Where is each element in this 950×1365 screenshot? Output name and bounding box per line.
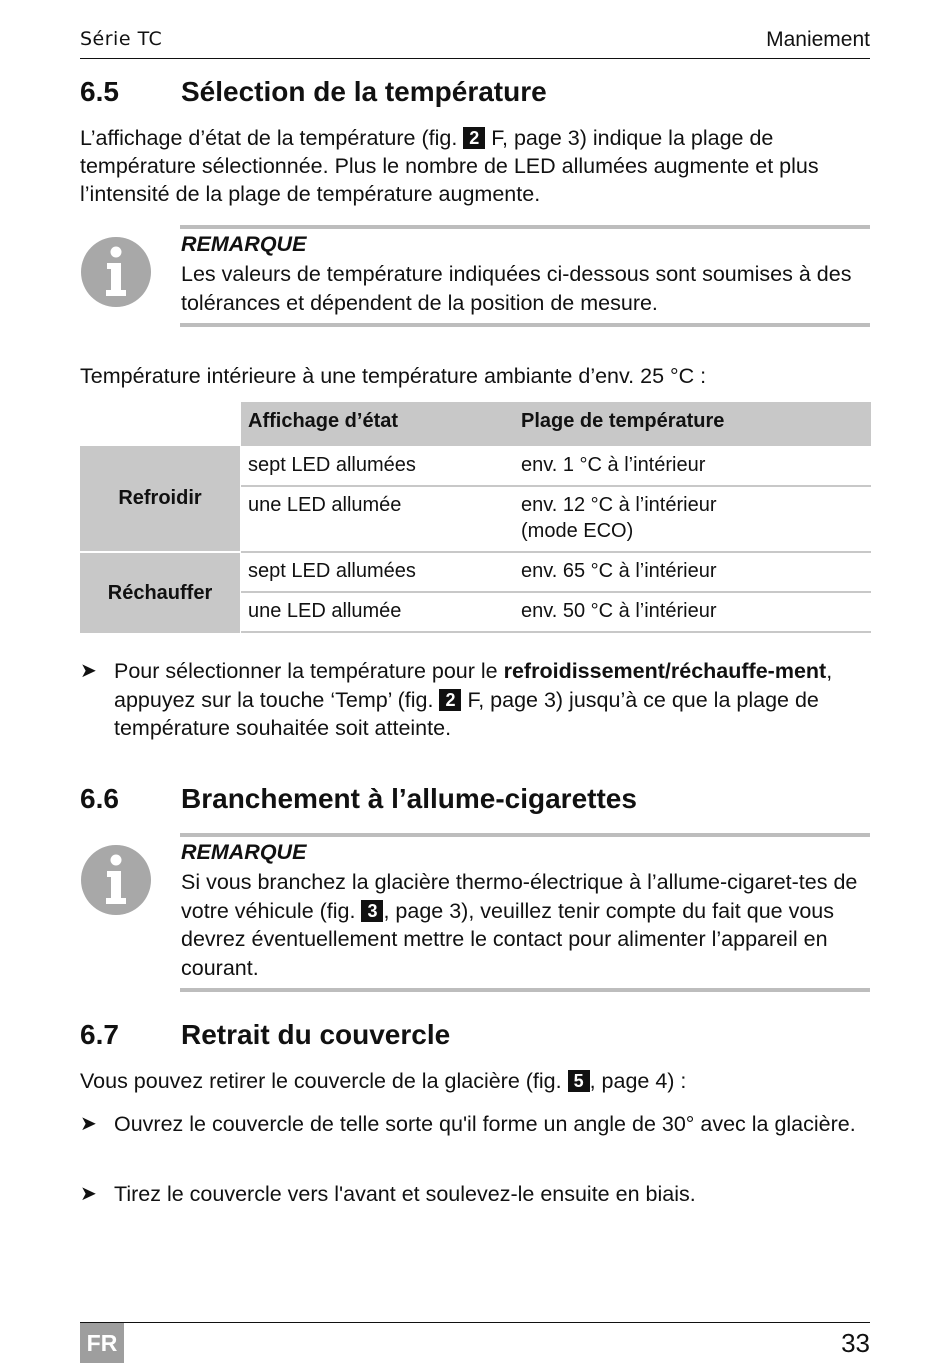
table-cell: sept LED allumées — [248, 454, 416, 476]
table-cell: (mode ECO) — [521, 520, 634, 542]
instruction-step: Tirez le couvercle vers l'avant et soulevez-le ensuite en biais. — [114, 1182, 696, 1206]
section-number: 6.7 — [80, 1019, 119, 1050]
intro-paragraph — [80, 124, 870, 208]
section-title: Retrait du couvercle — [181, 1019, 451, 1050]
step-text-c: F, page 3) jusqu’à ce que la plage de température souhaitée soit atteinte. — [114, 687, 819, 740]
note-title: REMARQUE — [181, 840, 307, 864]
note-text — [181, 868, 871, 982]
table-cell: env. 50 °C à l’intérieur — [521, 600, 717, 622]
note-text-b: , page 3), veuillez tenir compte du fait que vous devrez éventuellement mettre le contact pour alimenter l’appareil en courant. — [181, 898, 835, 980]
column-header-range: Plage de température — [521, 410, 725, 432]
intro-paragraph — [80, 1067, 870, 1095]
header-rule — [80, 58, 870, 59]
instruction-step: Ouvrez le couvercle de telle sorte qu'il forme un angle de 30° avec la glacière. — [114, 1112, 856, 1136]
section-title: Sélection de la température — [181, 76, 547, 107]
header-section: Maniement — [766, 28, 870, 51]
row-group-label: Refroidir — [80, 446, 240, 551]
language-badge: FR — [80, 1323, 124, 1363]
step-bold: refroidissement/réchauffe-ment — [503, 659, 827, 683]
info-icon — [80, 236, 152, 308]
note-bottom-bar — [180, 323, 870, 327]
figure-reference: 2 — [439, 689, 461, 711]
instruction-step — [114, 657, 870, 743]
table-divider — [241, 591, 871, 593]
table-divider — [241, 551, 871, 553]
note-top-bar — [180, 833, 870, 837]
note-title: REMARQUE — [181, 232, 307, 256]
step-text-b: , appuyez sur la touche ‘Temp’ (fig. — [114, 659, 833, 712]
table-cell: une LED allumée — [248, 494, 402, 516]
bullet-arrow-icon: ➤ — [80, 1183, 97, 1205]
column-header-display: Affichage d’état — [248, 410, 399, 432]
intro-text-b: , page 4) : — [589, 1069, 687, 1093]
intro-text-b: F, page 3) indique la plage de température sélectionnée. Plus le nombre de LED allumées augmente et plus l’intensité de la plage de température augmente. — [80, 126, 819, 206]
header-series: Série TC — [80, 28, 163, 50]
table-divider — [241, 631, 871, 633]
footer-rule — [80, 1322, 870, 1323]
page-number: 33 — [841, 1328, 870, 1358]
note-text: Les valeurs de température indiquées ci-dessous sont soumises à des tolérances et dépendent de la position de mesure. — [181, 262, 852, 315]
table-cell: env. 65 °C à l’intérieur — [521, 560, 717, 582]
table-cell: env. 12 °C à l’intérieur — [521, 494, 717, 516]
section-title: Branchement à l’allume-cigarettes — [181, 783, 637, 814]
info-icon — [80, 844, 152, 916]
section-number: 6.5 — [80, 76, 119, 107]
figure-reference: 3 — [361, 900, 383, 922]
section-number: 6.6 — [80, 783, 119, 814]
intro-text-a: Vous pouvez retirer le couvercle de la glacière (fig. — [80, 1069, 562, 1093]
table-cell: env. 1 °C à l’intérieur — [521, 454, 706, 476]
figure-reference: 5 — [568, 1070, 590, 1092]
note-top-bar — [180, 225, 870, 229]
bullet-arrow-icon: ➤ — [80, 660, 97, 682]
note-bottom-bar — [180, 988, 870, 992]
table-divider — [241, 485, 871, 487]
table-cell: sept LED allumées — [248, 560, 416, 582]
step-text-a: Pour sélectionner la température pour le — [114, 659, 504, 683]
figure-reference: 2 — [463, 127, 485, 149]
table-caption: Température intérieure à une température ambiante d’env. 25 °C : — [80, 364, 707, 388]
table-cell: une LED allumée — [248, 600, 402, 622]
row-group-label: Réchauffer — [80, 553, 240, 633]
note-text-a: Si vous branchez la glacière thermo-électrique à l’allume-cigaret-tes de votre véhicule (fig. — [181, 870, 858, 923]
intro-text-a: L’affichage d’état de la température (fig. — [80, 126, 458, 150]
bullet-arrow-icon: ➤ — [80, 1113, 97, 1135]
